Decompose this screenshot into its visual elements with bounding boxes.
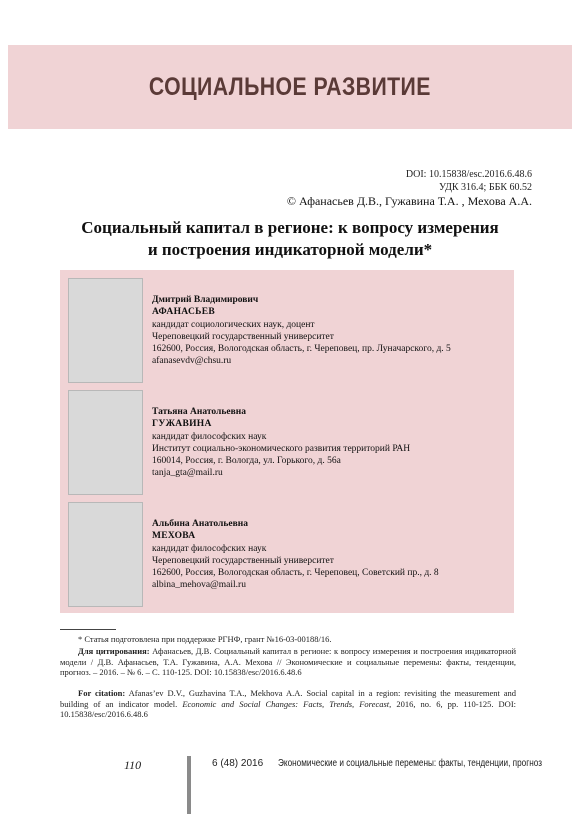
citation-ru-label: Для цитирования: <box>78 646 150 656</box>
author-org: Череповецкий государственный университет <box>152 555 334 566</box>
author-address: 162600, Россия, Вологодская область, г. Череповец, пр. Луначарского, д. 5 <box>152 344 451 355</box>
author-email[interactable]: tanja_gta@mail.ru <box>152 468 223 479</box>
author-address: 160014, Россия, г. Вологда, ул. Горького, д. 56а <box>152 456 341 467</box>
page-number: 110 <box>124 758 142 772</box>
author-photo <box>68 390 143 495</box>
author-photo <box>68 278 143 383</box>
article-title-line-2: и построения индикаторной модели* <box>147 240 433 259</box>
author-address: 162600, Россия, Вологодская область, г. Череповец, Советский пр., д. 8 <box>152 568 439 579</box>
footer-divider-bar <box>187 756 191 814</box>
author-surname: АФАНАСЬЕВ <box>152 307 215 318</box>
author-name: Дмитрий Владимирович <box>152 295 259 305</box>
author-degree: кандидат философских наук <box>152 431 267 442</box>
article-title-line-1: Социальный капитал в регионе: к вопросу измерения <box>81 218 499 237</box>
citation-ru <box>60 646 516 678</box>
journal-issue: 6 (48) 2016 <box>212 758 264 769</box>
author-name: Альбина Анатольевна <box>152 519 248 529</box>
author-email[interactable]: albina_mehova@mail.ru <box>152 580 246 591</box>
section-title: СОЦИАЛЬНОЕ РАЗВИТИЕ <box>149 72 431 101</box>
author-degree: кандидат социологических наук, доцент <box>152 319 315 330</box>
citation-en <box>60 688 516 720</box>
citation-en-label: For citation: <box>78 688 126 698</box>
footnote-grant: * Статья подготовлена при поддержке РГНФ, грант №16-03-00188/16. <box>78 634 332 644</box>
citation-en-journal: Economic and Social Changes: Facts, Trends, Forecast <box>182 698 390 709</box>
citation-en-text: Afanas’ev D.V., Guzhavina T.A., Mekhova A.A. Social capital in a region: revisiting the measurement and building of an indicator model. <box>60 688 517 709</box>
author-photo <box>68 502 143 607</box>
authors-box <box>60 270 514 613</box>
udk-line: УДК 316.4; ББК 60.52 <box>439 182 532 193</box>
author-email[interactable]: afanasevdv@chsu.ru <box>152 356 232 367</box>
citation-en-tail: , 2016, no. 6, pp. 110-125. DOI: 10.15838/esc/2016.6.48.6 <box>60 698 517 719</box>
author-degree: кандидат философских наук <box>152 543 267 554</box>
author-info <box>152 518 512 592</box>
author-org: Череповецкий государственный университет <box>152 331 334 342</box>
doi-line: DOI: 10.15838/esc.2016.6.48.6 <box>405 169 532 180</box>
author-card <box>60 388 514 500</box>
author-surname: ГУЖАВИНА <box>152 419 212 430</box>
author-info <box>152 294 512 368</box>
author-info <box>152 406 512 480</box>
author-name: Татьяна Анатольевна <box>152 407 246 417</box>
author-surname: МЕХОВА <box>152 531 196 542</box>
section-banner <box>8 45 572 129</box>
author-card <box>60 500 514 612</box>
article-title <box>40 217 540 261</box>
author-card <box>60 276 514 388</box>
author-org: Институт социально-экономического развития территорий РАН <box>152 443 411 454</box>
journal-title: Экономические и социальные перемены: факты, тенденции, прогноз <box>278 758 542 769</box>
footnote-divider <box>60 629 116 630</box>
copyright-authors: © Афанасьев Д.В., Гужавина Т.А. , Мехова А.А. <box>286 194 532 208</box>
citation-ru-text: Афанасьев, Д.В. Социальный капитал в регионе: к вопросу измерения и построения индикаторной модели / Д.В. Афанасьев, Т.А. Гужавина, А.А. Мехова // Экономические и социальные перемены: факты, тенденции, прогноз. – 2016. – № 6. – С. 110-125. DOI: 10.15838/esc/2016.6.48.6 <box>60 646 517 677</box>
